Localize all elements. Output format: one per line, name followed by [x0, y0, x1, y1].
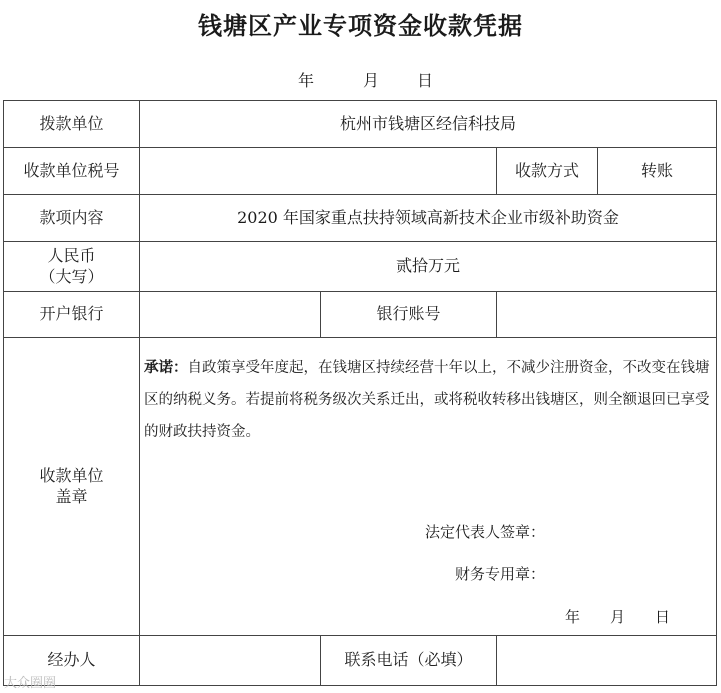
account-label: 银行账号 — [321, 292, 497, 338]
receipt-form-table — [3, 100, 717, 686]
header-date-year: 年 — [298, 71, 315, 90]
tax-id-row — [4, 148, 717, 195]
header-date-day: 日 — [417, 71, 434, 90]
bank-label: 开户银行 — [4, 292, 140, 338]
account-field[interactable] — [497, 292, 717, 338]
seal-label — [4, 338, 140, 636]
rmb-row — [4, 242, 717, 292]
bank-field[interactable] — [140, 292, 321, 338]
legal-representative-signature-label: 法定代表人签章： — [425, 523, 546, 541]
rmb-label — [4, 242, 140, 292]
handler-field[interactable] — [140, 636, 321, 686]
bank-row — [4, 292, 717, 338]
payer-value[interactable]: 杭州市钱塘区经信科技局 — [140, 101, 717, 148]
seal-area[interactable] — [140, 338, 717, 636]
seal-row — [4, 338, 717, 636]
seal-label-line2: 盖章 — [55, 486, 88, 506]
rmb-label-line2: （大写） — [39, 266, 104, 286]
finance-seal-label: 财务专用章： — [455, 565, 546, 583]
purpose-label: 款项内容 — [4, 195, 140, 242]
document-title: 钱塘区产业专项资金收款凭据 — [198, 11, 523, 40]
phone-label: 联系电话（必填） — [321, 636, 497, 686]
sign-date: 年 月 日 — [565, 608, 671, 626]
handler-label: 经办人 — [4, 636, 140, 686]
header-date-month: 月 — [363, 71, 380, 90]
tax-id-field[interactable] — [140, 148, 497, 195]
tax-id-label: 收款单位税号 — [4, 148, 140, 195]
pledge-heading: 承诺： — [144, 360, 188, 376]
phone-field[interactable] — [497, 636, 717, 686]
payment-method-value[interactable]: 转账 — [598, 148, 717, 195]
payment-method-label: 收款方式 — [497, 148, 598, 195]
payer-label: 拨款单位 — [4, 101, 140, 148]
purpose-row — [4, 195, 717, 242]
seal-label-line1: 收款单位 — [39, 465, 104, 485]
pledge-text: 自政策享受年度起，在钱塘区持续经营十年以上，不减少注册资金，不改变在钱塘区的纳税义务。若提前将税务级次关系迁出，或将税收转移出钱塘区，则全额退回已享受的财政扶持资金。 — [144, 360, 710, 440]
rmb-amount-value[interactable]: 贰拾万元 — [140, 242, 717, 292]
pledge-paragraph — [144, 352, 712, 448]
handler-row — [4, 636, 717, 686]
rmb-label-line1: 人民币 — [47, 245, 96, 265]
watermark: 大众圈圈 — [4, 676, 57, 691]
purpose-value[interactable]: 2020 年国家重点扶持领域高新技术企业市级补助资金 — [140, 195, 717, 242]
payer-row — [4, 101, 717, 148]
